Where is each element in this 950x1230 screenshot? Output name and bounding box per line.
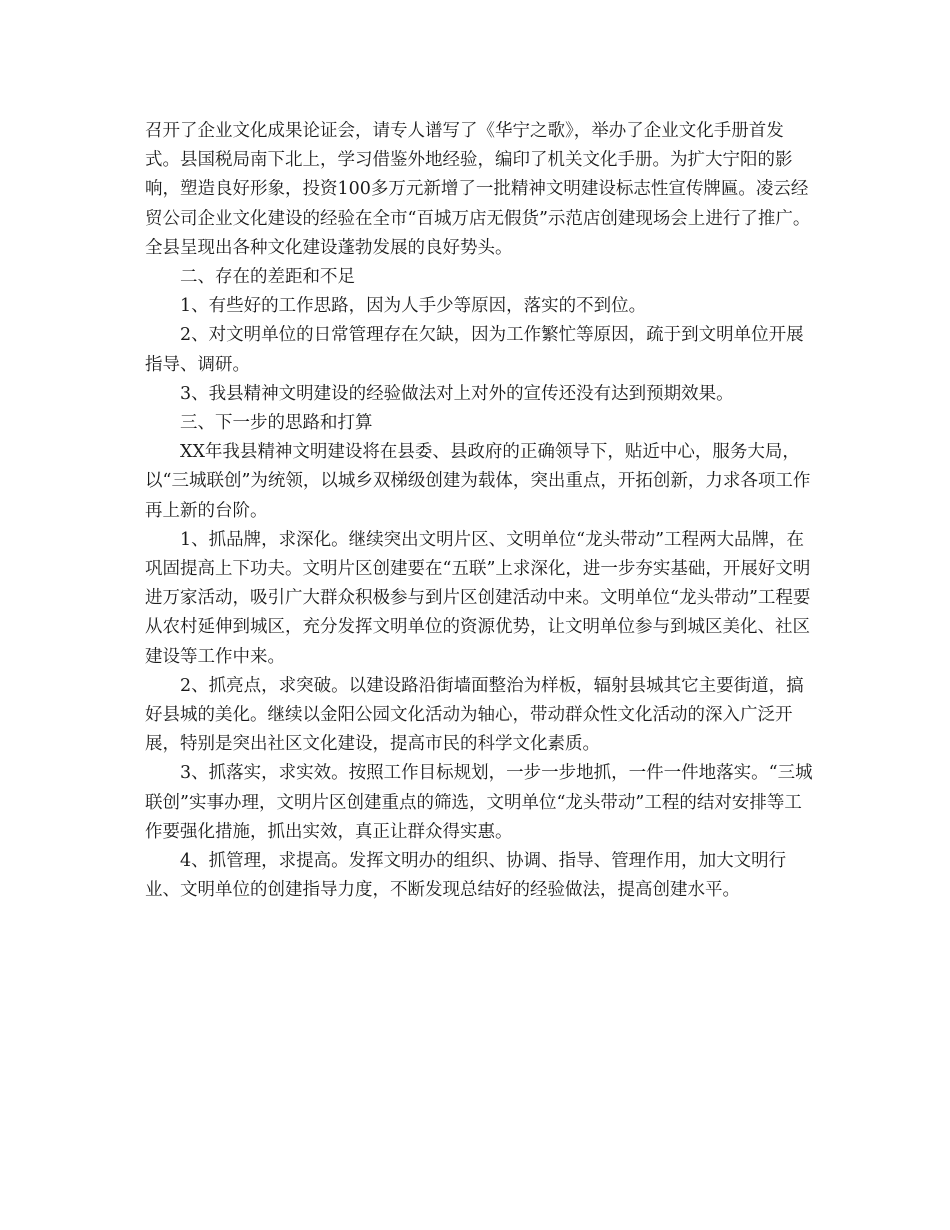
plan-item-2: 2、抓亮点，求突破。以建设路沿街墙面整治为样板，辐射县城其它主要街道，搞好县城的美化。继续以金阳公园文化活动为轴心，带动群众性文化活动的深入广泛开展，特别是突出社区文化建设，提高市民的科学文化素质。	[145, 675, 804, 755]
plan-item-1: 1、抓品牌，求深化。继续突出文明片区、文明单位“龙头带动”工程两大品牌，在巩固提高上下功夫。文明片区创建要在“五联”上求深化，进一步夯实基础，开展好文明进万家活动，吸引广大群众积极参与到片区创建活动中来。文明单位“龙头带动”工程要从农村延伸到城区，充分发挥文明单位的资源优势，让文明单位参与到城区美化、社区建设等工作中来。	[145, 529, 811, 667]
section-heading-next-steps: 三、下一步的思路和打算	[180, 413, 373, 434]
paragraph-1: 召开了企业文化成果论证会，请专人谱写了《华宁之歌》，举办了企业文化手册首发式。县国税局南下北上，学习借鉴外地经验，编印了机关文化手册。为扩大宁阳的影响，塑造良好形象，投资100多万元新增了一批精神文明建设标志性宣传牌匾。凌云经贸公司企业文化建设的经验在全市“百城万店无假货”示范店创建现场会上进行了推广。全县呈现出各种文化建设蓬勃发展的良好势头。	[145, 121, 811, 258]
plan-intro: XX年我县精神文明建设将在县委、县政府的正确领导下，贴近中心，服务大局，以“三城联创”为统领，以城乡双梯级创建为载体，突出重点，开拓创新，力求各项工作再上新的台阶。	[145, 442, 811, 521]
section-heading-gaps: 二、存在的差距和不足	[180, 267, 355, 288]
gap-item-1: 1、有些好的工作思路，因为人手少等原因，落实的不到位。	[180, 296, 647, 317]
plan-item-4: 4、抓管理，求提高。发挥文明办的组织、协调、指导、管理作用，加大文明行业、文明单位的创建指导力度，不断发现总结好的经验做法，提高创建水平。	[145, 851, 787, 901]
gap-item-3: 3、我县精神文明建设的经验做法对上对外的宣传还没有达到预期效果。	[180, 383, 734, 404]
gap-item-2: 2、对文明单位的日常管理存在欠缺，因为工作繁忙等原因，疏于到文明单位开展指导、调研。	[145, 325, 804, 375]
document-body	[145, 117, 815, 905]
plan-item-3: 3、抓落实，求实效。按照工作目标规划，一步一步地抓，一件一件地落实。“三城联创”实事办理，文明片区创建重点的筛选，文明单位“龙头带动”工程的结对安排等工作要强化措施，抓出实效，真正让群众得实惠。	[145, 763, 813, 842]
